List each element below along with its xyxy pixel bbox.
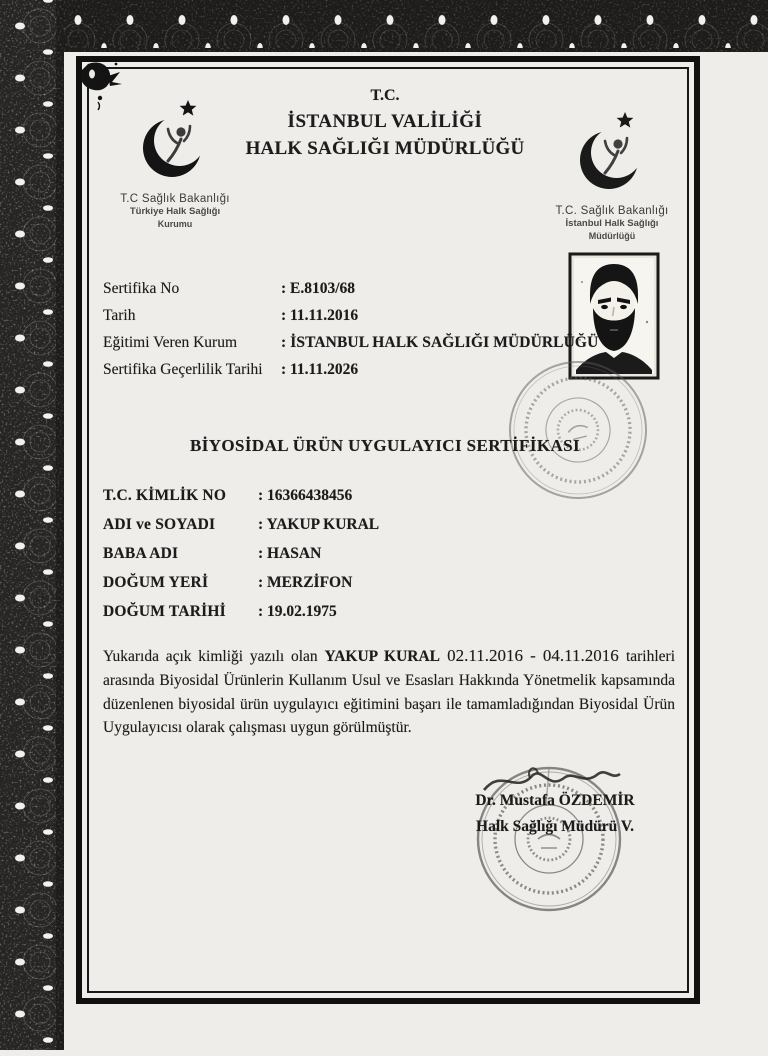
right-logo-caption-1: T.C. Sağlık Bakanlığı [555, 205, 669, 217]
signatory-name: Dr. Mustafa ÖZDEMİR [475, 792, 635, 809]
certification-statement [103, 644, 675, 740]
holder-info-row [103, 539, 675, 568]
info-label: ADI ve SOYADI [103, 516, 216, 533]
certificate-info-row [103, 302, 675, 329]
info-label: DOĞUM TARİHİ [103, 603, 226, 620]
statement-holder-name: YAKUP KURAL [324, 648, 441, 665]
info-value: : MERZİFON [258, 574, 353, 591]
holder-info-row [103, 597, 675, 626]
signature-block [430, 788, 680, 840]
statement-dates: 02.11.2016 - 04.11.2016 [440, 646, 626, 665]
info-value: : 11.11.2026 [281, 361, 359, 378]
info-label: T.C. KİMLİK NO [103, 487, 227, 504]
holder-info-row [103, 568, 675, 597]
info-value: : 16366438456 [258, 487, 353, 504]
crescent-star-figure-icon [132, 98, 218, 184]
info-label: Sertifika Geçerlilik Tarihi [103, 361, 263, 378]
info-label: Tarih [103, 307, 136, 324]
crescent-star-figure-icon [569, 110, 655, 196]
statement-part2: tarihleri arasında Biyosidal Ürünlerin Kullanım Usul ve Esasları Hakkında Yönetmelik kapsamında düzenlenen biyosidal ürün uygulayıcı eğitimini başarı ile tamamladığından Biyosidal Ürün Uygulayıcısı olarak çalışması uygun görülmüştür. [103, 648, 675, 737]
info-label: Eğitimi Veren Kurum [103, 334, 238, 351]
left-logo-caption-2: Türkiye Halk Sağlığı [129, 206, 221, 217]
info-value: : 19.02.1975 [258, 603, 337, 620]
info-value: : HASAN [258, 545, 322, 562]
right-logo-caption-3: Müdürlüğü [588, 231, 636, 241]
info-value: : E.8103/68 [281, 280, 356, 297]
signatory-title: Halk Sağlığı Müdürü V. [476, 818, 634, 835]
certificate-title: BİYOSİDAL ÜRÜN UYGULAYICI SERTİFİKASI [189, 436, 581, 455]
holder-info-block [103, 481, 675, 626]
certificate-info-row [103, 356, 675, 383]
info-value: : YAKUP KURAL [258, 516, 380, 533]
ornate-border-bottom [0, 0, 768, 48]
info-label: Sertifika No [103, 280, 180, 297]
left-logo-caption-3: Kurumu [157, 219, 193, 229]
header-line-tc: T.C. [370, 87, 400, 104]
ministry-logo-left [108, 98, 242, 230]
right-logo-caption-2: İstanbul Halk Sağlığı [565, 218, 659, 229]
info-value: : 11.11.2016 [281, 307, 359, 324]
certificate-info-block [103, 275, 675, 383]
ministry-logo-right [538, 110, 686, 242]
info-label: DOĞUM YERİ [103, 574, 209, 591]
left-logo-caption-1: T.C Sağlık Bakanlığı [120, 193, 230, 205]
ornate-border-right [0, 0, 56, 1050]
holder-info-row [103, 481, 675, 510]
holder-info-row [103, 510, 675, 539]
statement-part1: Yukarıda açık kimliği yazılı olan [103, 648, 325, 665]
info-label: BABA ADI [103, 545, 179, 562]
certificate-info-row [103, 275, 675, 302]
certificate-info-row [103, 329, 675, 356]
header-line-governorship: İSTANBUL VALİLİĞİ [287, 111, 483, 132]
header-line-directorate: HALK SAĞLIĞI MÜDÜRLÜĞÜ [245, 138, 525, 159]
info-value: : İSTANBUL HALK SAĞLIĞI MÜDÜRLÜĞÜ [281, 334, 599, 351]
